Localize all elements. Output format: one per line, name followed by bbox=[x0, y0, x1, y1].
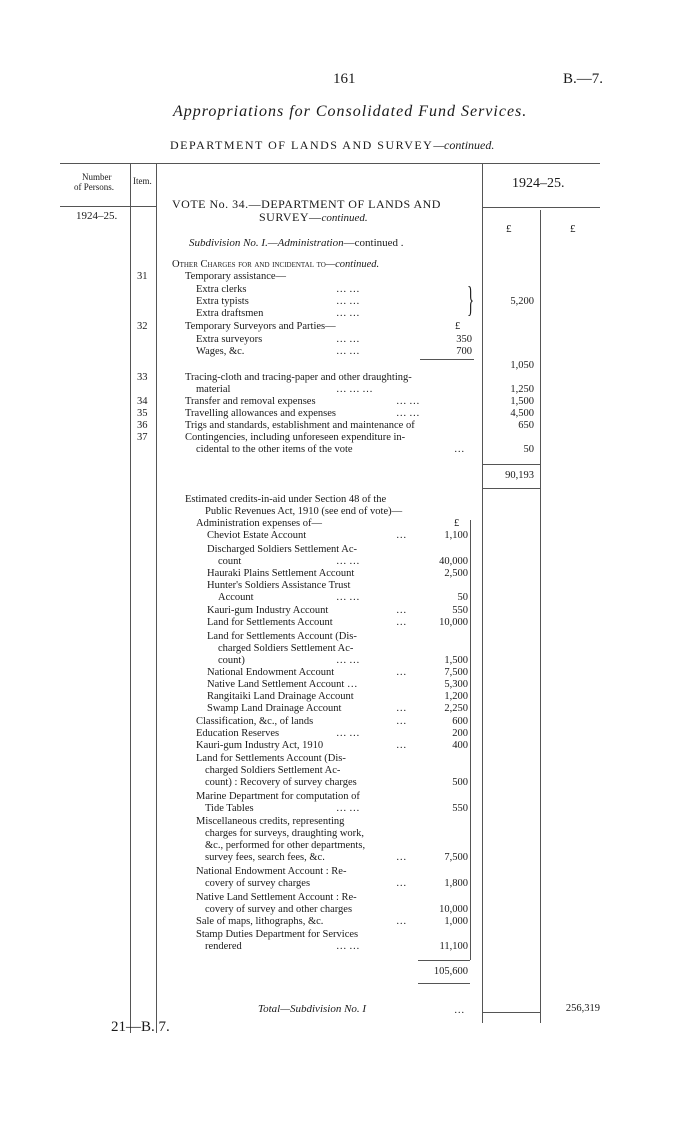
credit-text: Sale of maps, lithographs, &c. bbox=[196, 916, 324, 927]
item-amount: 4,500 bbox=[510, 408, 534, 419]
footer-signature: 21—B. 7. bbox=[111, 1019, 170, 1035]
item-text: Contingencies, including unforeseen expenditure in- bbox=[185, 432, 406, 443]
vote-heading-line2-b: continued. bbox=[321, 212, 368, 224]
credit-amount: 600 bbox=[452, 716, 468, 727]
vote-heading-line1: VOTE No. 34.—DEPARTMENT OF LANDS AND bbox=[172, 197, 441, 211]
item-number: 33 bbox=[137, 372, 148, 383]
credit-text: Cheviot Estate Account bbox=[207, 530, 307, 541]
leader-dots: … bbox=[454, 444, 465, 455]
leader-dots: … bbox=[396, 530, 407, 541]
item-number: 35 bbox=[137, 408, 148, 419]
pound-symbol-2: £ bbox=[570, 223, 576, 235]
item-number: 32 bbox=[137, 321, 148, 332]
leader-dots: … … bbox=[336, 308, 360, 319]
credit-text: &c., performed for other departments, bbox=[205, 840, 366, 851]
brace: } bbox=[467, 279, 475, 319]
leader-dots: … bbox=[396, 740, 407, 751]
leader-dots: … bbox=[396, 703, 407, 714]
credit-amount: 11,100 bbox=[439, 941, 468, 952]
credit-text: Kauri-gum Industry Account bbox=[207, 605, 329, 616]
credit-text: Land for Settlements Account bbox=[207, 617, 333, 628]
credits-pound: £ bbox=[454, 518, 460, 529]
credit-text: Swamp Land Drainage Account bbox=[207, 703, 342, 714]
credit-text: National Endowment Account bbox=[207, 667, 335, 678]
credits-total-rule-top bbox=[418, 960, 470, 961]
subdivision-title: Subdivision No. I.—Administration bbox=[189, 237, 344, 249]
item-subtext: cidental to the other items of the vote bbox=[196, 444, 353, 455]
total-dots: … bbox=[454, 1005, 465, 1016]
item-number: 36 bbox=[137, 420, 148, 431]
credit-amount: 10,000 bbox=[439, 617, 468, 628]
leader-dots: … … bbox=[336, 941, 360, 952]
leader-dots: … … bbox=[336, 592, 360, 603]
credit-text: survey fees, search fees, &c. bbox=[205, 852, 325, 863]
department-suffix: —continued. bbox=[433, 138, 495, 152]
total-label: Total—Subdivision No. I bbox=[258, 1003, 367, 1015]
leader-dots: … … bbox=[336, 655, 360, 666]
credit-text: charges for surveys, draughting work, bbox=[205, 828, 365, 839]
item-subtext: Extra draftsmen bbox=[196, 308, 264, 319]
document-ref: B.—7. bbox=[563, 71, 604, 87]
credit-amount: 10,000 bbox=[439, 904, 468, 915]
credit-text: Native Land Settlement Account : Re- bbox=[196, 892, 357, 903]
credit-amount: 1,000 bbox=[444, 916, 468, 927]
table-top-rule bbox=[60, 163, 600, 164]
item-text: Temporary Surveyors and Parties— bbox=[185, 321, 336, 332]
credit-text: National Endowment Account : Re- bbox=[196, 866, 347, 877]
year-heading-right: 1924–25. bbox=[512, 176, 565, 191]
leader-dots: … … bbox=[336, 284, 360, 295]
credit-text: rendered bbox=[205, 941, 242, 952]
persons-head-rule bbox=[60, 206, 156, 207]
page-title: Appropriations for Consolidated Fund Services. bbox=[173, 103, 528, 120]
credit-text: Miscellaneous credits, representing bbox=[196, 816, 345, 827]
item-text: Tracing-cloth and tracing-paper and other draughting- bbox=[185, 372, 412, 383]
money-col-1 bbox=[482, 163, 483, 1023]
credit-amount: 2,250 bbox=[444, 703, 468, 714]
department-name: DEPARTMENT OF LANDS AND SURVEY bbox=[170, 138, 434, 152]
credit-amount: 5,300 bbox=[444, 679, 468, 690]
leader-dots: … bbox=[396, 916, 407, 927]
item-amount: 650 bbox=[518, 420, 534, 431]
leader-dots: … … bbox=[336, 556, 360, 567]
vote-heading-line2 bbox=[259, 210, 368, 225]
credit-text: Native Land Settlement Account … bbox=[207, 679, 358, 690]
credit-amount: 1,100 bbox=[444, 530, 468, 541]
pound-symbol-1: £ bbox=[506, 223, 512, 235]
item-amount: 5,200 bbox=[510, 296, 534, 307]
item-subtext: Extra clerks bbox=[196, 284, 247, 295]
credit-text: count) bbox=[218, 655, 245, 666]
credit-amount: 7,500 bbox=[444, 667, 468, 678]
credit-text: Discharged Soldiers Settlement Ac- bbox=[207, 544, 357, 555]
year-heading-left: 1924–25. bbox=[76, 210, 118, 222]
inner-amount: 700 bbox=[456, 346, 472, 357]
credit-amount: 7,500 bbox=[444, 852, 468, 863]
other-charges-heading bbox=[172, 259, 379, 271]
credit-text: count) : Recovery of survey charges bbox=[205, 777, 357, 788]
leader-dots: … bbox=[396, 605, 407, 616]
credit-text: Rangitaiki Land Drainage Account bbox=[207, 691, 354, 702]
subtotal-rule-top bbox=[482, 464, 540, 465]
credit-text: charged Soldiers Settlement Ac- bbox=[205, 765, 341, 776]
leader-dots: … bbox=[396, 667, 407, 678]
other-charges-label: Other Charges for and incidental to bbox=[172, 259, 326, 270]
credits-total: 105,600 bbox=[433, 966, 468, 977]
vote-heading-line2-a: SURVEY— bbox=[259, 210, 322, 224]
leader-dots: … bbox=[396, 617, 407, 628]
credit-text: covery of survey and other charges bbox=[205, 904, 353, 915]
credits-column-rule bbox=[470, 520, 471, 960]
credit-text: Stamp Duties Department for Services bbox=[196, 929, 359, 940]
leader-dots: … bbox=[396, 852, 407, 863]
leader-dots: … bbox=[396, 716, 407, 727]
credit-amount: 500 bbox=[452, 777, 468, 788]
credit-text: count bbox=[218, 556, 242, 567]
credit-amount: 550 bbox=[452, 803, 468, 814]
item-subtext: Extra typists bbox=[196, 296, 249, 307]
item-amount: 1,050 bbox=[510, 360, 534, 371]
credit-text: Education Reserves bbox=[196, 728, 280, 739]
credit-amount: 400 bbox=[452, 740, 468, 751]
item-text: Temporary assistance— bbox=[185, 271, 287, 282]
credit-text: Kauri-gum Industry Act, 1910 bbox=[196, 740, 324, 751]
item-number: 31 bbox=[137, 271, 148, 282]
credit-text: Hauraki Plains Settlement Account bbox=[207, 568, 355, 579]
persons-item-divider bbox=[130, 163, 131, 1033]
item-subtext: Wages, &c. bbox=[196, 346, 245, 357]
leader-dots: … … bbox=[336, 728, 360, 739]
subtotal-amount: 90,193 bbox=[505, 470, 534, 481]
leader-dots: … … bbox=[396, 396, 420, 407]
inner-sum-rule bbox=[420, 359, 474, 360]
subdivision-suffix: —continued . bbox=[343, 237, 404, 249]
credit-amount: 40,000 bbox=[439, 556, 468, 567]
credit-text: Land for Settlements Account (Dis- bbox=[196, 753, 346, 764]
subtotal-rule-bottom bbox=[482, 488, 540, 489]
leader-dots: … … … bbox=[336, 384, 373, 395]
credit-text: Marine Department for computation of bbox=[196, 791, 360, 802]
credit-amount: 2,500 bbox=[444, 568, 468, 579]
persons-label-2: of Persons. bbox=[74, 182, 114, 192]
credits-intro: Public Revenues Act, 1910 (see end of vote)— bbox=[205, 506, 403, 517]
leader-dots: … … bbox=[336, 296, 360, 307]
department-heading bbox=[170, 138, 494, 153]
credit-text: Account bbox=[218, 592, 254, 603]
subdivision-heading bbox=[189, 237, 404, 249]
credit-amount: 50 bbox=[457, 592, 468, 603]
leader-dots: … … bbox=[336, 346, 360, 357]
leader-dots: … … bbox=[396, 408, 420, 419]
page-number: 161 bbox=[333, 71, 356, 87]
credit-text: covery of survey charges bbox=[205, 878, 311, 889]
credit-amount: 1,200 bbox=[444, 691, 468, 702]
credit-text: Classification, &c., of lands bbox=[196, 716, 314, 727]
inner-pound: £ bbox=[455, 321, 461, 332]
credits-total-rule-bottom bbox=[418, 983, 470, 984]
total-amount: 256,319 bbox=[565, 1003, 600, 1014]
credit-amount: 550 bbox=[452, 605, 468, 616]
item-text: Travelling allowances and expenses bbox=[185, 408, 336, 419]
item-text: Transfer and removal expenses bbox=[185, 396, 316, 407]
credits-intro: Administration expenses of— bbox=[196, 518, 322, 529]
item-label: Item. bbox=[133, 176, 152, 186]
credit-text: Tide Tables bbox=[205, 803, 254, 814]
total-rule bbox=[482, 1012, 540, 1013]
credits-intro: Estimated credits-in-aid under Section 48 of the bbox=[185, 494, 387, 505]
item-number: 37 bbox=[137, 432, 148, 443]
leader-dots: … bbox=[396, 878, 407, 889]
money-col-2 bbox=[540, 210, 541, 1023]
credit-text: Land for Settlements Account (Dis- bbox=[207, 631, 357, 642]
credit-text: charged Soldiers Settlement Ac- bbox=[218, 643, 354, 654]
item-subtext: material bbox=[196, 384, 231, 395]
year-head-rule bbox=[482, 207, 600, 208]
item-amount: 1,500 bbox=[510, 396, 534, 407]
credit-text: Hunter's Soldiers Assistance Trust bbox=[207, 580, 351, 591]
item-text-divider bbox=[156, 163, 157, 1033]
credit-amount: 200 bbox=[452, 728, 468, 739]
item-number: 34 bbox=[137, 396, 148, 407]
item-text: Trigs and standards, establishment and maintenance of bbox=[185, 420, 415, 431]
leader-dots: … … bbox=[336, 334, 360, 345]
credit-amount: 1,800 bbox=[444, 878, 468, 889]
item-amount: 1,250 bbox=[510, 384, 534, 395]
persons-label-1: Number bbox=[82, 172, 112, 182]
item-subtext: Extra surveyors bbox=[196, 334, 263, 345]
credit-amount: 1,500 bbox=[444, 655, 468, 666]
other-charges-suffix: —continued. bbox=[325, 259, 380, 270]
inner-amount: 350 bbox=[456, 334, 472, 345]
leader-dots: … … bbox=[336, 803, 360, 814]
item-amount: 50 bbox=[523, 444, 534, 455]
